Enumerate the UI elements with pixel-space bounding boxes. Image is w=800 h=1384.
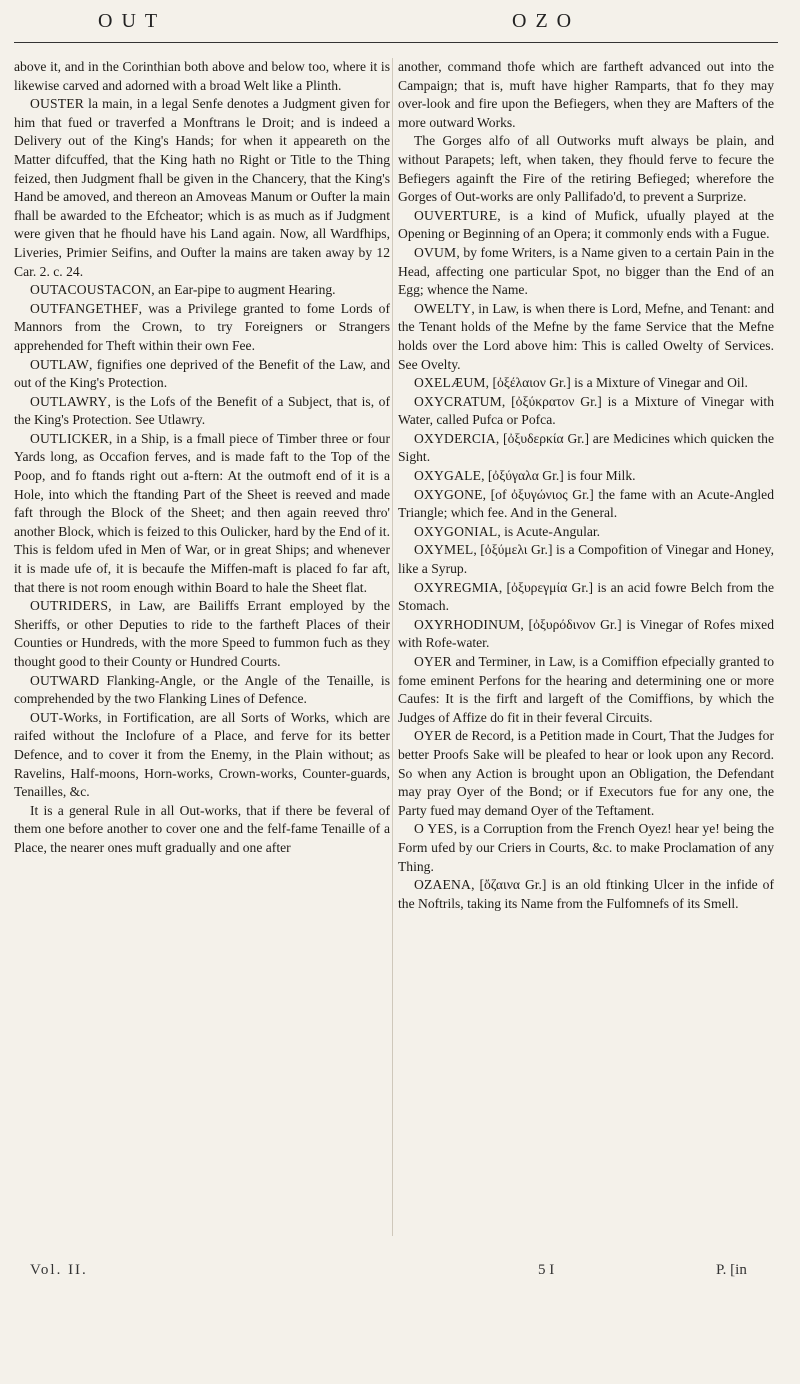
entry-headword: OUTLAW — [30, 356, 89, 372]
dictionary-entry — [14, 597, 390, 671]
dictionary-entry — [398, 486, 774, 523]
entry-headword: OXYDERCIA — [414, 430, 496, 446]
entry-text: , in a Ship, is a fmall piece of Timber three or four Yards long, as Occafion ferves, and is made faft to the Top of the Poop, and fo ftands right out a-ftern: At the outmoft end of it is a Hole, into which the ftanding Part of the Sheet is reeved and made faft through the Block of the Sheet; and then again reeved thro' another Block, which is feized to this Oulicker, hard by the End of it. This is feldom ufed in Men of War, or in great Ships; and whenever it is made ufe of, it is becaufe the Miffen-maft is placed fo far aft, that there is not room enough within Board to hale the Sheet flat. — [14, 430, 390, 595]
entry-headword: OUSTER — [30, 96, 85, 112]
entry-text: The Gorges alfo of all Outworks muft always be plain, and without Parapets; left, when taken, they fhould ferve to fecure the Befiegers againft the Fire of the retiring Befieged; wherefore the Gorges of Out-works are only Pallifado'd, to prevent a Surprize. — [398, 133, 774, 205]
entry-headword: OUTWARD — [30, 672, 100, 688]
dictionary-entry — [398, 207, 774, 244]
entry-headword: OXYCRATUM — [414, 393, 502, 409]
signature-mark: 5 I — [538, 1262, 555, 1278]
entry-text: , [of ὀξυγώνιος Gr.] the fame with an Acute-Angled Triangle; which fee. And in the General. — [398, 486, 774, 521]
entry-text: , in Law, is when there is Lord, Mefne, and Tenant: and the Tenant holds of the Mefne by the fame Service that the Mefne holds over the Lord above him: This is called Owelty of Services. See Ovelty. — [398, 300, 774, 372]
entry-headword: OXYRHODINUM — [414, 616, 521, 632]
entry-headword: OUTACOUSTACON — [30, 282, 152, 298]
dictionary-entry — [398, 467, 774, 486]
dictionary-entry — [398, 579, 774, 616]
entry-text: , [ὀξυδερκία Gr.] are Medicines which quicken the Sight. — [398, 430, 774, 465]
right-column — [398, 58, 774, 913]
dictionary-entry — [398, 727, 774, 820]
entry-text: , is a kind of Mufick, ufually played at the Opening or Beginning of an Opera; it commonly ends with a Fugue. — [398, 207, 774, 242]
entry-headword: OYER — [414, 654, 452, 669]
entry-text: , [ὀξυρεγμία Gr.] is an acid fowre Belch from the Stomach. — [398, 579, 774, 614]
dictionary-entry — [14, 300, 390, 356]
entry-text: , is Acute-Angular. — [497, 523, 601, 539]
entry-headword: OVUM — [414, 244, 457, 260]
entry-headword: OUTRIDERS — [30, 598, 109, 614]
entry-text: , [ὀξύγαλα Gr.] is four Milk. — [481, 468, 636, 484]
entry-text: , in Law, are Bailiffs Errant employed by the Sheriffs, or other Deputies to ride to the fartheft Places of their Counties or Hundreds, with the more Speed to fummon fuch as they thought good to their County or Hundred Courts. — [14, 598, 390, 669]
dictionary-entry — [398, 300, 774, 374]
entry-headword: OXYGONIAL — [414, 523, 498, 539]
entry-headword: O YES — [414, 821, 454, 837]
entry-text: another, command thofe which are fartheft advanced out into the Campaign; that is, muft have higher Ramparts, that fo they may over-look and fire upon the Befiegers, when they are Mafters of the more outward Works. — [398, 59, 774, 130]
dictionary-entry — [14, 430, 390, 597]
dictionary-entry — [14, 393, 390, 430]
entry-text: It is a general Rule in all Out-works, that if there be feveral of them one before another to cover one and the felf-fame Tenaille of a Place, the nearer ones muft gradually and one after — [14, 802, 390, 855]
dictionary-entry — [14, 356, 390, 393]
dictionary-entry — [14, 58, 390, 95]
entry-headword: OUTFANGETHEF — [30, 300, 139, 316]
dictionary-entry — [398, 374, 774, 393]
header-rule — [14, 42, 778, 43]
entry-headword: OZAENA — [414, 877, 472, 893]
entry-headword: OXELÆUM — [414, 375, 486, 391]
entry-text: , is the Lofs of the Benefit of a Subject, that is, of the King's Protection. See Utlawry. — [14, 393, 390, 428]
dictionary-entry — [398, 876, 774, 913]
entry-text: , was a Privilege granted to fome Lords of Mannors from the Crown, to try Foreigners or Strangers apprehended for Theft within their own Fee. — [14, 300, 390, 353]
dictionary-entry — [14, 281, 390, 300]
entry-headword: OUTLICKER — [30, 430, 109, 446]
entry-text: , [ὀξύκρατον Gr.] is a Mixture of Vinegar with Water, called Pufca or Pofca. — [398, 393, 774, 428]
entry-headword: OYER — [414, 728, 452, 744]
entry-text: and Terminer, in Law, is a Comiffion efpecially granted to fome eminent Perfons for the hearing and determining one or more Caufes: It is the firft and largeft of the Comiffions, by which the Judges of Affize do fit in their feveral Circuits. — [398, 654, 774, 725]
entry-headword: OXYGALE — [414, 468, 482, 484]
entry-text: , [ὀξέλαιον Gr.] is a Mixture of Vinegar and Oil. — [485, 375, 748, 391]
entry-headword: OWELTY — [414, 300, 472, 316]
dictionary-entry — [398, 653, 774, 727]
entry-headword: OUTLAWRY — [30, 393, 108, 409]
entry-text: , fignifies one deprived of the Benefit of the Law, and out of the King's Protection. — [14, 356, 390, 391]
dictionary-entry — [398, 616, 774, 653]
entry-text: Flanking-Angle, or the Angle of the Tenaille, is comprehended by the two Flanking Lines of Defence. — [14, 672, 390, 707]
volume-number: Vol. II. — [30, 1262, 88, 1278]
entry-text: , by fome Writers, is a Name given to a certain Pain in the Head, affecting one particular Spot, no bigger than the End of an Egg; whence the Name. — [398, 244, 774, 298]
dictionary-entry — [398, 244, 774, 300]
entry-headword: OUVERTURE — [414, 207, 498, 223]
catchword: P. [in — [716, 1262, 747, 1278]
entry-text: , an Ear-pipe to augment Hearing. — [151, 282, 336, 298]
entry-headword: OXYREGMIA — [414, 579, 499, 595]
entry-headword: OUT — [30, 709, 59, 725]
dictionary-entry — [398, 523, 774, 542]
column-divider — [392, 58, 393, 1236]
dictionary-entry — [14, 672, 390, 709]
entry-text: , is a Corruption from the French Oyez! hear ye! being the Form ufed by our Criers in Courts, &c. to make Proclamation of any Thing. — [398, 821, 774, 874]
entry-text: -Works, in Fortification, are all Sorts of Works, which are raifed without the Inclofure of a Place, and ferve for its better Defence, and to cover it from the Enemy, in the Plain without; as Ravelins, Half-moons, Horn-works, Crown-works, Counter-guards, Tenailles, &c. — [14, 709, 390, 800]
entry-text: , [ὀξύμελι Gr.] is a Compofition of Vinegar and Honey, like a Syrup. — [398, 542, 774, 577]
dictionary-entry — [14, 95, 390, 281]
entry-headword: OXYMEL — [414, 542, 474, 558]
dictionary-entry — [398, 58, 774, 132]
entry-text: , [ὀξυρόδινον Gr.] is Vinegar of Rofes mixed with Rofe-water. — [398, 616, 774, 651]
dictionary-entry — [398, 820, 774, 876]
entry-text: , [ὄζαινα Gr.] is an old ftinking Ulcer in the infide of the Noftrils, taking its Name from the Fulfomnefs of its Smell. — [398, 877, 774, 911]
entry-text: above it, and in the Corinthian both above and below too, where it is likewise carved and adorned with a broad Welt like a Plinth. — [14, 59, 390, 93]
dictionary-entry — [398, 393, 774, 430]
running-head-right: OZO — [512, 10, 581, 32]
entry-headword: OXYGONE — [414, 486, 483, 502]
dictionary-entry — [14, 802, 390, 858]
entry-text: la main, in a legal Senfe denotes a Judgment given for him that fued or traverfed a Monftrans le Droit; and is indeed a Delivery out of the King's Hands; for when it appeareth on the Matter difcuffed, that the King hath no Right or Title to the Thing feized, then Judgment fhall be given in the Chancery, that the King's Hand be amoved, and thereon an Amoveas Manum or Oufter la main fhall be awarded to the Efcheator; which is as much as if Judgment were given that he fhould have his Land again. Now, all Wardfhips, Liveries, Primier Seifins, and Oufter la mains are taken away by 12 Car. 2. c. 24. — [14, 96, 390, 279]
dictionary-entry — [398, 132, 774, 206]
dictionary-entry — [14, 709, 390, 802]
dictionary-entry — [398, 541, 774, 578]
entry-text: de Record, is a Petition made in Court, That the Judges for better Proofs Sake will be pleafed to hear or look upon any Record. So when any Action is brought upon an Obligation, the Defendant may pray Oyer of the Bond; or if Executors fue for any one, the Party fued may demand Oyer of the Teftament. — [398, 728, 774, 818]
running-head-left: OUT — [98, 10, 167, 32]
dictionary-entry — [398, 430, 774, 467]
left-column — [14, 58, 390, 858]
